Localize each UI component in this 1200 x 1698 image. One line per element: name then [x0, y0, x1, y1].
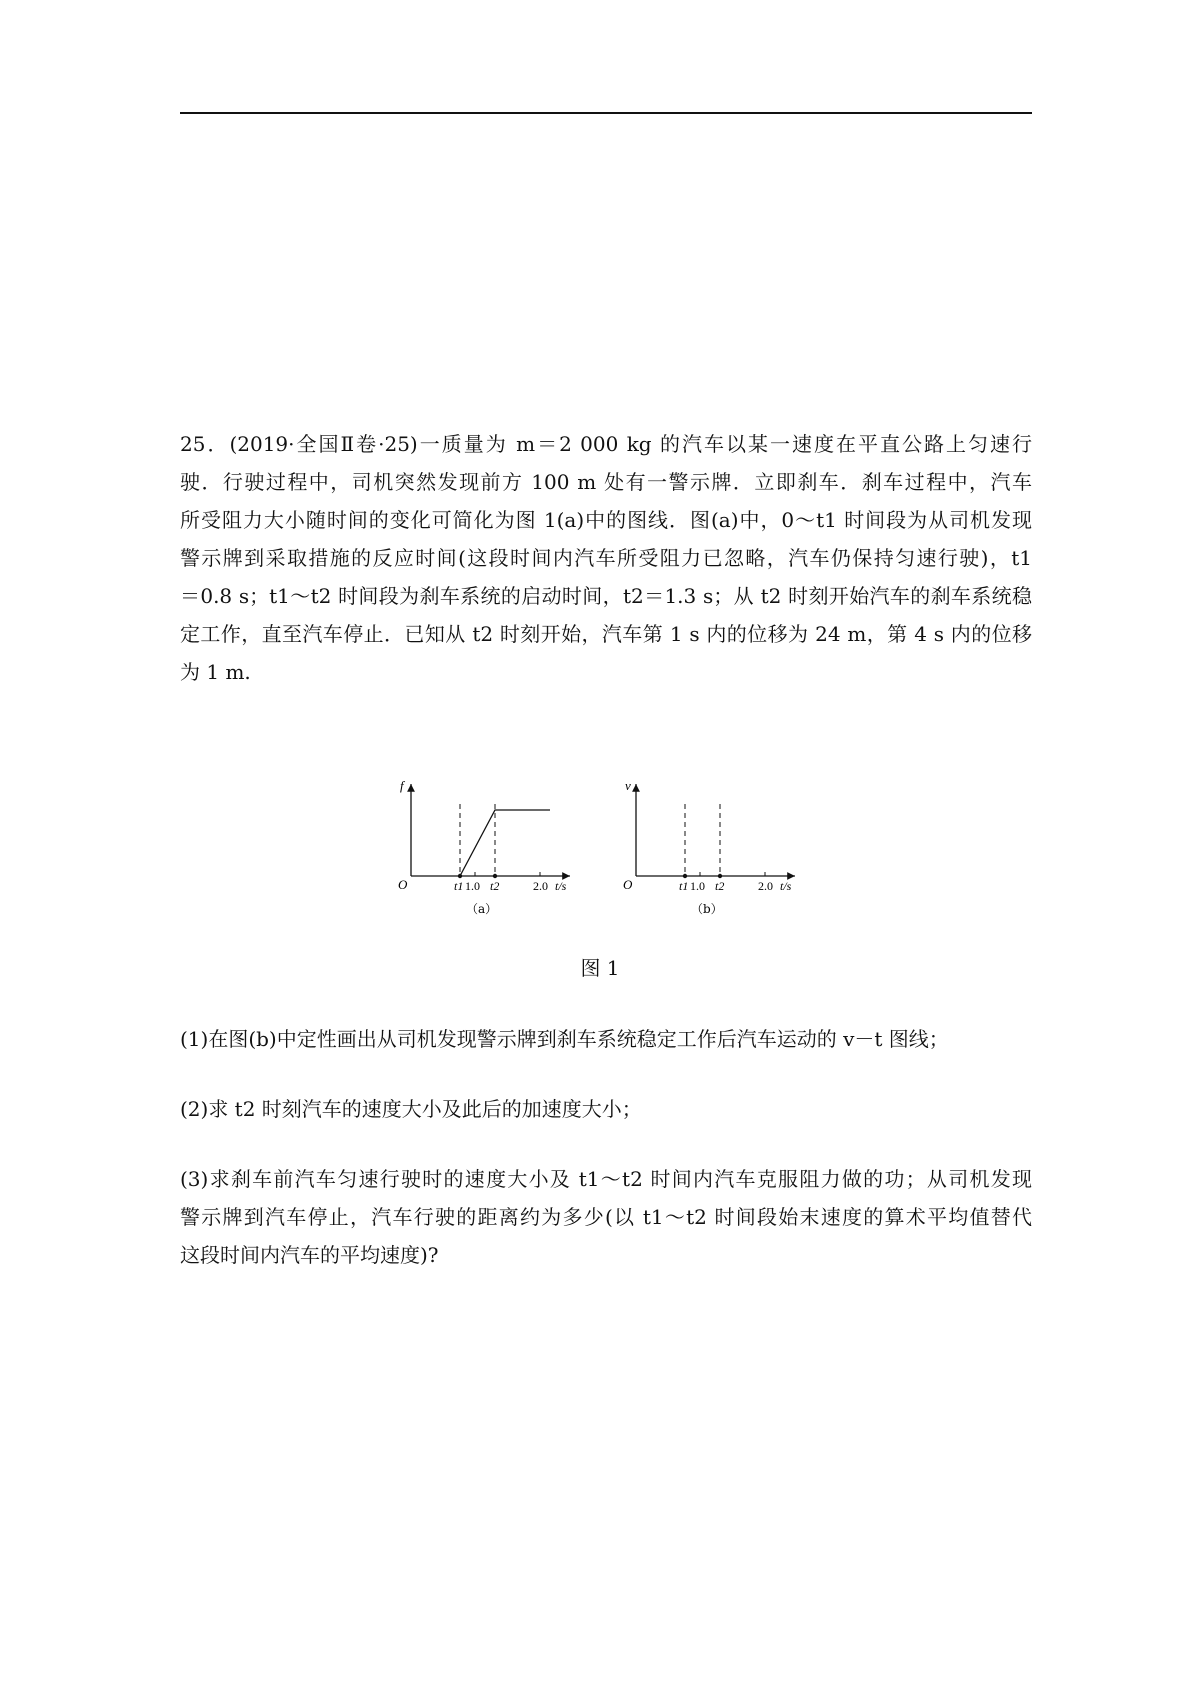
stem-line-6: 定工作，直至汽车停止．已知从 t2 时刻开始，汽车第 1 s 内的位移为 24 m，第 4 s 内的位移 [180, 622, 1032, 646]
stem-line-2: 驶．行驶过程中，司机突然发现前方 100 m 处有一警示牌．立即刹车．刹车过程中，汽车 [180, 470, 1032, 494]
graph-a-y-label: f [400, 778, 404, 793]
graph-a-tick-t1: t1 [454, 879, 464, 893]
problem-number: 25． [180, 432, 230, 456]
figure-graphs [390, 772, 840, 922]
stem-line-7: 为 1 m. [180, 660, 251, 684]
graph-b-origin: O [623, 877, 633, 892]
graph-b-tick-t2: t2 [715, 879, 725, 893]
stem-line-5: ＝0.8 s；t1～t2 时间段为刹车系统的启动时间，t2＝1.3 s；从 t2 时刻开始汽车的刹车系统稳 [180, 584, 1032, 608]
question-3 [180, 1160, 1032, 1274]
graph-b-tick-20: 2.0 [758, 879, 773, 893]
graph-b-panel-label: （b） [691, 902, 723, 916]
stem-line-3: 所受阻力大小随时间的变化可简化为图 1(a)中的图线．图(a)中，0～t1 时间段为从司机发现 [180, 508, 1032, 532]
graph-a-tick-t2: t2 [490, 879, 500, 893]
figure-caption: 图 1 [580, 956, 620, 980]
graph-a-x-label: t/s [555, 879, 567, 893]
question-1-line-1: (1)在图(b)中定性画出从司机发现警示牌到刹车系统稳定工作后汽车运动的 v－t 图线； [180, 1027, 949, 1051]
question-2 [180, 1090, 1032, 1128]
question-1 [180, 1020, 1032, 1058]
stem-line-1 [180, 425, 1032, 463]
graph-b [623, 778, 795, 916]
graph-a-t1-dot [458, 874, 462, 878]
graph-b-x-label: t/s [780, 879, 792, 893]
graph-b-t2-dot [718, 874, 722, 878]
problem-source: (2019·全国Ⅱ卷·25) [229, 432, 418, 456]
question-3-line-1: (3)求刹车前汽车匀速行驶时的速度大小及 t1～t2 时间内汽车克服阻力做的功；从司机发现 [180, 1167, 1032, 1191]
question-2-line-1: (2)求 t2 时刻汽车的速度大小及此后的加速度大小； [180, 1097, 642, 1121]
header-rule [180, 112, 1032, 114]
graph-a-tick-10: 1.0 [465, 879, 480, 893]
graph-b-tick-10: 1.0 [690, 879, 705, 893]
graph-a [398, 778, 570, 916]
graph-a-force-curve [460, 810, 550, 876]
graph-a-tick-20: 2.0 [533, 879, 548, 893]
stem-text-1: 一质量为 m＝2 000 kg 的汽车以某一速度在平直公路上匀速行 [417, 432, 1032, 456]
figure-1 [390, 772, 840, 922]
question-3-line-3: 这段时间内汽车的平均速度)? [180, 1243, 439, 1267]
graph-b-tick-t1: t1 [679, 879, 689, 893]
graph-a-panel-label: （a） [466, 902, 498, 916]
graph-a-origin: O [398, 877, 408, 892]
stem-line-4: 警示牌到采取措施的反应时间(这段时间内汽车所受阻力已忽略，汽车仍保持匀速行驶)，t1 [180, 546, 1032, 570]
graph-b-y-label: v [625, 778, 631, 793]
question-3-line-2: 警示牌到汽车停止，汽车行驶的距离约为多少(以 t1～t2 时间段始末速度的算术平均值替代 [180, 1205, 1032, 1229]
graph-a-t2-dot [493, 874, 497, 878]
problem-stem [180, 425, 1032, 691]
graph-b-t1-dot [683, 874, 687, 878]
